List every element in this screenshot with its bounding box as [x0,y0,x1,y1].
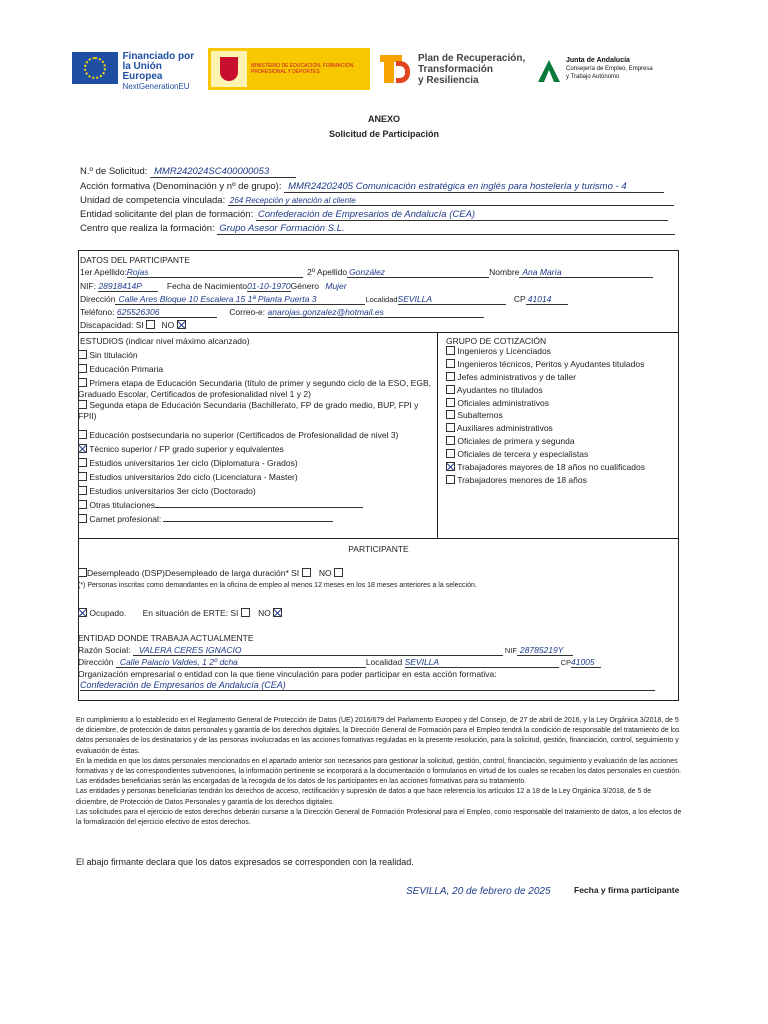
declaracion: El abajo firmante declara que los datos expresados se corresponden con la realidad. [76,857,414,867]
junta-line3: y Trabajo Autónomo [566,74,620,80]
prtr-line3: y Resiliencia [418,74,479,86]
ocupado-row [78,608,282,618]
estudio-checkbox[interactable] [78,486,87,495]
discapacidad-label: Discapacidad: SI [80,320,144,330]
ocupado-checkbox[interactable] [78,608,87,617]
legal-text [76,716,682,828]
empresa-direccion-label: Dirección [78,657,114,667]
nombre-label: Nombre [489,267,520,277]
eu-line3: NextGenerationEU [122,82,190,91]
solicitud-label: N.º de Solicitud: [80,166,148,177]
accion-label: Acción formativa (Denominación y nº de grupo): [80,181,282,192]
desempleado-checkbox[interactable] [78,568,87,577]
page-subtitle: Solicitud de Participación [328,129,440,139]
eu-line1: Financiado por [122,51,195,62]
unidad-value: 264 Recepción y atención al cliente [228,196,674,206]
nombre-value: Ana María [519,267,653,278]
otras-line[interactable] [155,500,363,508]
localidad-value: SEVILLA [398,294,506,305]
fnac-value: 01-10-1970 [247,281,291,291]
larga-duracion-no-label: NO [318,568,332,578]
cotizacion-checkbox[interactable] [446,410,455,419]
cotizacion-label: Subalternos [457,410,503,421]
nif-value: 28918414P [98,281,158,292]
list-item [78,378,433,400]
cotizacion-checkbox[interactable] [446,346,455,355]
nif-row [80,281,347,292]
list-item [446,372,676,385]
apellido2-value: González [347,267,489,278]
direccion-row [80,294,568,305]
genero-value: Mujer [325,281,347,291]
cotizacion-checkbox[interactable] [446,462,455,471]
centro-row [80,223,675,235]
direccion-value: Calle Ares Bloque 10 Escalera 15 1ª Planta Puerta 3 [115,294,365,305]
estudio-checkbox[interactable] [78,458,87,467]
desempleado-row [78,568,343,578]
empresa-localidad-value: SEVILLA [405,657,559,668]
list-item [446,398,676,411]
apellidos-row [80,267,653,278]
page-title: ANEXO [367,114,400,124]
cotizacion-label: Oficiales de tercera y especialistas [457,449,589,460]
genero-label: Género [290,281,319,291]
cotizacion-label: Jefes administrativos y de taller [457,371,576,382]
list-item [78,350,433,364]
accion-row [80,181,664,193]
estudio-checkbox[interactable] [78,350,87,359]
empresa-nif-value: 28785219Y [517,645,573,656]
estudio-checkbox[interactable] [78,378,87,387]
telefono-row [80,307,484,318]
eu-line2: la Unión Europea [122,61,163,82]
larga-duracion-si-checkbox[interactable] [302,568,311,577]
org-value: Confederación de Empresarios de Andalucía (CEA) [80,680,655,691]
cotizacion-label: Trabajadores mayores de 18 años no cualificados [457,462,645,473]
estudio-checkbox[interactable] [78,472,87,481]
ocupado-label: Ocupado. [89,608,127,618]
unidad-label: Unidad de competencia vinculada: [80,195,226,206]
cotizacion-label: Trabajadores menores de 18 años [457,474,587,485]
legal-paragraph: Las entidades beneficiarias serán las encargadas de la recogida de los datos de los participantes en las acciones formativas para su tratamiento. [76,778,527,786]
list-item [78,430,433,444]
prtr-mark-icon [380,53,414,85]
estudios-list [78,350,433,528]
list-item [78,514,433,528]
unidad-row [80,195,674,206]
apellido2-label: 2º Apellido [307,267,348,277]
cotizacion-checkbox[interactable] [446,385,455,394]
cotizacion-checkbox[interactable] [446,359,455,368]
list-item [446,436,676,449]
list-item [446,346,676,359]
estudio-checkbox[interactable] [78,444,87,453]
list-item [78,364,433,378]
cp-value: 41014 [526,294,568,305]
legal-paragraph: En la medida en que los datos personales mencionados en el apartado anterior son necesarios para gestionar la solicitud, gestión, control, financiación, seguimiento y evaluación de las acciones formativas y de las correspondientes subvenciones, la información pertinente se incorporará a la documentación o formularios en virtud de los cuales se recaben los datos personales en cuestión. [76,757,682,776]
divider [78,332,679,333]
estudio-checkbox[interactable] [78,430,87,439]
legal-paragraph: Las solicitudes para el ejercicio de estos derechos deberán cursarse a la Dirección General de Formación Profesional para el Empleo, como responsable del tratamiento de datos, a los efectos de la formalización del ejercicio efectivo de estos derechos. [76,808,682,827]
empresa-localidad-label: Localidad [365,657,403,667]
razon-row [78,645,573,656]
cotizacion-checkbox[interactable] [446,423,455,432]
apellido1-label: 1er Apellido: [80,267,127,277]
estudio-checkbox[interactable] [78,514,87,523]
cotizacion-label: Oficiales administrativos [457,397,550,408]
eu-flag-icon [72,52,118,84]
nif-label: NIF: [80,281,97,291]
cotizacion-label: Ayudantes no titulados [456,384,543,395]
estudio-label: Estudios universitarios 1er ciclo (Diplomatura - Grados) [89,458,298,468]
larga-duracion-no-checkbox[interactable] [334,568,343,577]
ministry-logo [208,48,370,90]
correo-value: anarojas.gonzalez@hotmail.es [268,307,484,318]
list-item [78,444,433,458]
centro-label: Centro que realiza la formación: [80,223,215,234]
solicitud-row [80,166,296,178]
divider [437,332,438,538]
cotizacion-list [446,346,676,488]
empresa-direccion-value: Calle Palacio Valdes, 1 2º dcha [116,657,366,668]
cotizacion-label: Oficiales de primera y segunda [457,436,575,447]
estudio-label: Educación Primaria [89,364,164,374]
cotizacion-title: GRUPO DE COTIZACIÓN [446,336,547,346]
discapacidad-no-checkbox[interactable] [177,320,186,329]
cotizacion-label: Ingenieros y Licenciados [457,346,551,356]
carnet-line[interactable] [163,514,333,522]
ministry-text: MINISTERIO DE EDUCACIÓN, FORMACIÓN PROFESIONAL Y DEPORTES [251,63,354,75]
apellido1-value: Rojas [127,267,303,278]
accion-value: MMR24202405 Comunicación estratégica en inglés para hostelería y turismo - 4 [284,181,664,193]
estudio-checkbox[interactable] [78,400,87,409]
estudio-label: Primera etapa de Educación Secundaria (título de primer y segundo ciclo de la ESO, EGB, Graduado Escolar, Certificados de profesionalidad nivel 1 y 2) [78,378,431,399]
spain-shield-icon [211,51,247,87]
datos-title: DATOS DEL PARTICIPANTE [80,255,190,265]
list-item [78,500,433,514]
list-item [446,423,676,436]
situacion-title: PARTICIPANTE [348,544,409,554]
erte-no-checkbox[interactable] [273,608,282,617]
telefono-value: 625526306 [117,307,217,318]
cotizacion-label: Ingenieros técnicos, Peritos y Ayudantes titulados [457,358,645,369]
junta-line1: Junta de Andalucía [566,57,630,64]
estudio-label: Técnico superior / FP grado superior y equivalentes [89,444,284,454]
junta-mark-icon [536,56,562,82]
cotizacion-label: Auxiliares administrativos [456,423,553,434]
razon-label: Razón Social: [78,645,131,655]
legal-paragraph: Las entidades y personas beneficiarias tendrán los derechos de acceso, rectificación y supresión de datos a que hace referencia los artículos 12 a 18 de la Ley Orgánica 3/2018, de 5 de diciembre, de Protección de Datos Personales y garantía de los derechos digitales. [76,788,652,806]
legal-paragraph: En cumplimiento a lo establecido en el Reglamento General de Protección de Datos (UE) 2016/679 del Parlamento Europeo y del Consejo, de 27 de abril de 2016, y la Ley Orgánica 3/2018, de 5 de diciembre, de protección de datos personales y garantía de los derechos digitales, la Dirección General de Formación para el Empleo tendrá la condición de responsable del tratamiento de los datos personales de los destinatarios y de las personas involucradas en las acciones formativas reguladas en la presente resolución, para la solicitud, gestión, financiación, control, seguimiento y evaluación de éstas. [76,717,680,755]
entidad-value: Confederación de Empresarios de Andalucía (CEA) [256,209,668,221]
razon-value: VALERA CERES IGNACIO [133,645,503,656]
estudio-label: Sin titulación [89,350,138,360]
list-item [78,472,433,486]
list-item [446,359,676,372]
fecha-lugar: SEVILLA, 20 de febrero de 2025 [406,886,551,897]
telefono-label: Teléfono: [80,307,115,317]
fnac-label: Fecha de Nacimiento [166,281,248,291]
erte-label: En situación de ERTE: SI [142,608,239,618]
centro-value: Grupo Asesor Formación S.L. [217,223,675,235]
estudio-checkbox[interactable] [78,364,87,373]
discapacidad-no-label: NO [161,320,175,330]
list-item [446,410,676,423]
list-item [78,486,433,500]
cotizacion-checkbox[interactable] [446,449,455,458]
list-item [446,462,676,475]
estudio-label: Educación postsecundaria no superior (Certificados de Profesionalidad de nivel 3) [89,430,399,440]
correo-label: Correo-e: [229,307,266,317]
desempleado-label: Desempleado (DSP)Desempleado de larga duración* SI [87,568,300,578]
entidad-label: Entidad solicitante del plan de formación: [80,209,254,220]
solicitud-value: MMR242024SC400000053 [150,166,296,178]
estudio-label: Estudios universitarios 3er ciclo (Doctorado) [89,486,256,496]
erte-si-checkbox[interactable] [241,608,250,617]
cotizacion-checkbox[interactable] [446,475,455,484]
divider [78,538,679,539]
estudios-title: ESTUDIOS (indicar nivel máximo alcanzado) [80,336,250,346]
erte-no-label: NO [258,608,271,618]
discapacidad-si-checkbox[interactable] [146,320,155,329]
firma-label: Fecha y firma participante [574,885,680,895]
estudio-label: Carnet profesional: [89,514,162,524]
empresa-cp-value: 41005 [571,657,601,668]
cotizacion-checkbox[interactable] [446,372,455,381]
entidad-trabajo-title: ENTIDAD DONDE TRABAJA ACTUALMENTE [78,633,254,643]
junta-line2: Consejería de Empleo, Empresa [566,66,653,72]
eu-logo [72,51,202,91]
entidad-row [80,209,668,221]
cotizacion-checkbox[interactable] [446,436,455,445]
empresa-direccion-row [78,657,601,668]
list-item [446,385,676,398]
desempleado-nota: (*) Personas inscritas como demandantes en la oficina de empleo al menos 12 meses en los 18 meses anteriores a la selección. [78,582,477,589]
list-item [78,458,433,472]
junta-logo [536,54,686,84]
org-label: Organización empresarial o entidad con la que tiene vinculación para poder participar en esta acción formativa: [78,669,497,679]
prtr-line1: Plan de Recuperación, [418,52,526,64]
direccion-label: Dirección [80,294,116,304]
discapacidad-row [80,320,186,330]
list-item [446,475,676,488]
cp-label: CP [513,294,526,304]
prtr-line2: Transformación [418,63,494,75]
list-item [446,449,676,462]
estudio-label: Segunda etapa de Educación Secundaria (Bachillerato, FP de grado medio, BUP, FPI y FPII) [78,400,419,421]
prtr-logo [380,52,530,86]
cotizacion-checkbox[interactable] [446,398,455,407]
empresa-nif-label: NIF [504,646,517,655]
estudio-label: Estudios universitarios 2do ciclo (Licenciatura - Master) [89,472,298,482]
estudio-label: Otras titulaciones [89,500,156,510]
localidad-label: Localidad [365,295,398,304]
list-item [78,400,433,430]
estudio-checkbox[interactable] [78,500,87,509]
empresa-cp-label: CP [560,658,571,667]
